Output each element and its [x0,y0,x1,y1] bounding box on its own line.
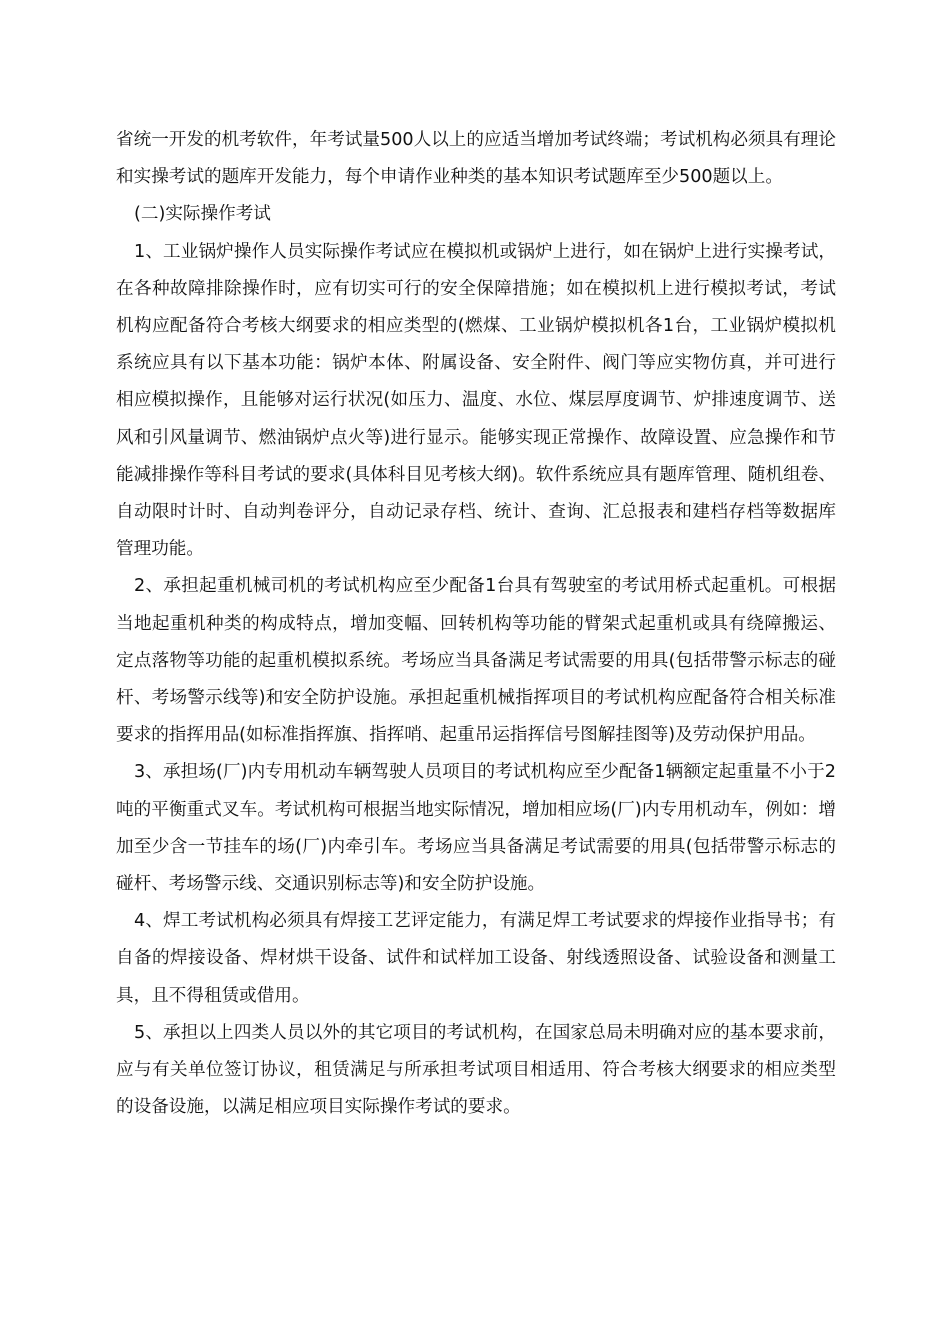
paragraph-forklift-driver: 3、承担场(厂)内专用机动车辆驾驶人员项目的考试机构应至少配备1辆额定起重量不小于2吨的平衡重式叉车。考试机构可根据当地实际情况，增加相应场(厂)内专用机动车，例如：增加至少含一节挂车的场(厂)内牵引车。考场应当具备满足考试需要的用具(包括带警示标志的碰杆、考场警示线、交通识别标志等)和安全防护设施。 [116,762,836,895]
paragraph-continuation: 省统一开发的机考软件，年考试量500人以上的应适当增加考试终端；考试机构必须具有理论和实操考试的题库开发能力，每个申请作业种类的基本知识考试题库至少500题以上。 [116,130,836,188]
section-heading-practical-exam: (二)实际操作考试 [134,204,271,225]
document-body [116,122,836,1126]
paragraph-crane-operator: 2、承担起重机械司机的考试机构应至少配备1台具有驾驶室的考试用桥式起重机。可根据当地起重机种类的构成特点，增加变幅、回转机构等功能的臂架式起重机或具有绕障搬运、定点落物等功能的起重机模拟系统。考场应当具备满足考试需要的用具(包括带警示标志的碰杆、考场警示线等)和安全防护设施。承担起重机械指挥项目的考试机构应配备符合相关标准要求的指挥用品(如标准指挥旗、指挥哨、起重吊运指挥信号图解挂图等)及劳动保护用品。 [116,576,836,746]
paragraph-industrial-boiler: 1、工业锅炉操作人员实际操作考试应在模拟机或锅炉上进行，如在锅炉上进行实操考试，在各种故障排除操作时，应有切实可行的安全保障措施；如在模拟机上进行模拟考试，考试机构应配备符合考核大纲要求的相应类型的(燃煤、工业锅炉模拟机各1台，工业锅炉模拟机系统应具有以下基本功能：锅炉本体、附属设备、安全附件、阀门等应实物仿真，并可进行相应模拟操作，且能够对运行状况(如压力、温度、水位、煤层厚度调节、炉排速度调节、送风和引风量调节、燃油锅炉点火等)进行显示。能够实现正常操作、故障设置、应急操作和节能减排操作等科目考试的要求(具体科目见考核大纲)。软件系统应具有题库管理、随机组卷、自动限时计时、自动判卷评分，自动记录存档、统计、查询、汇总报表和建档存档等数据库管理功能。 [116,241,836,560]
paragraph-other-items: 5、承担以上四类人员以外的其它项目的考试机构，在国家总局未明确对应的基本要求前，应与有关单位签订协议，租赁满足与所承担考试项目相适用、符合考核大纲要求的相应类型的设备设施，以满足相应项目实际操作考试的要求。 [116,1022,836,1118]
paragraph-welder: 4、焊工考试机构必须具有焊接工艺评定能力，有满足焊工考试要求的焊接作业指导书；有自备的焊接设备、焊材烘干设备、试件和试样加工设备、射线透照设备、试验设备和测量工具，且不得租赁或借用。 [116,911,836,1006]
